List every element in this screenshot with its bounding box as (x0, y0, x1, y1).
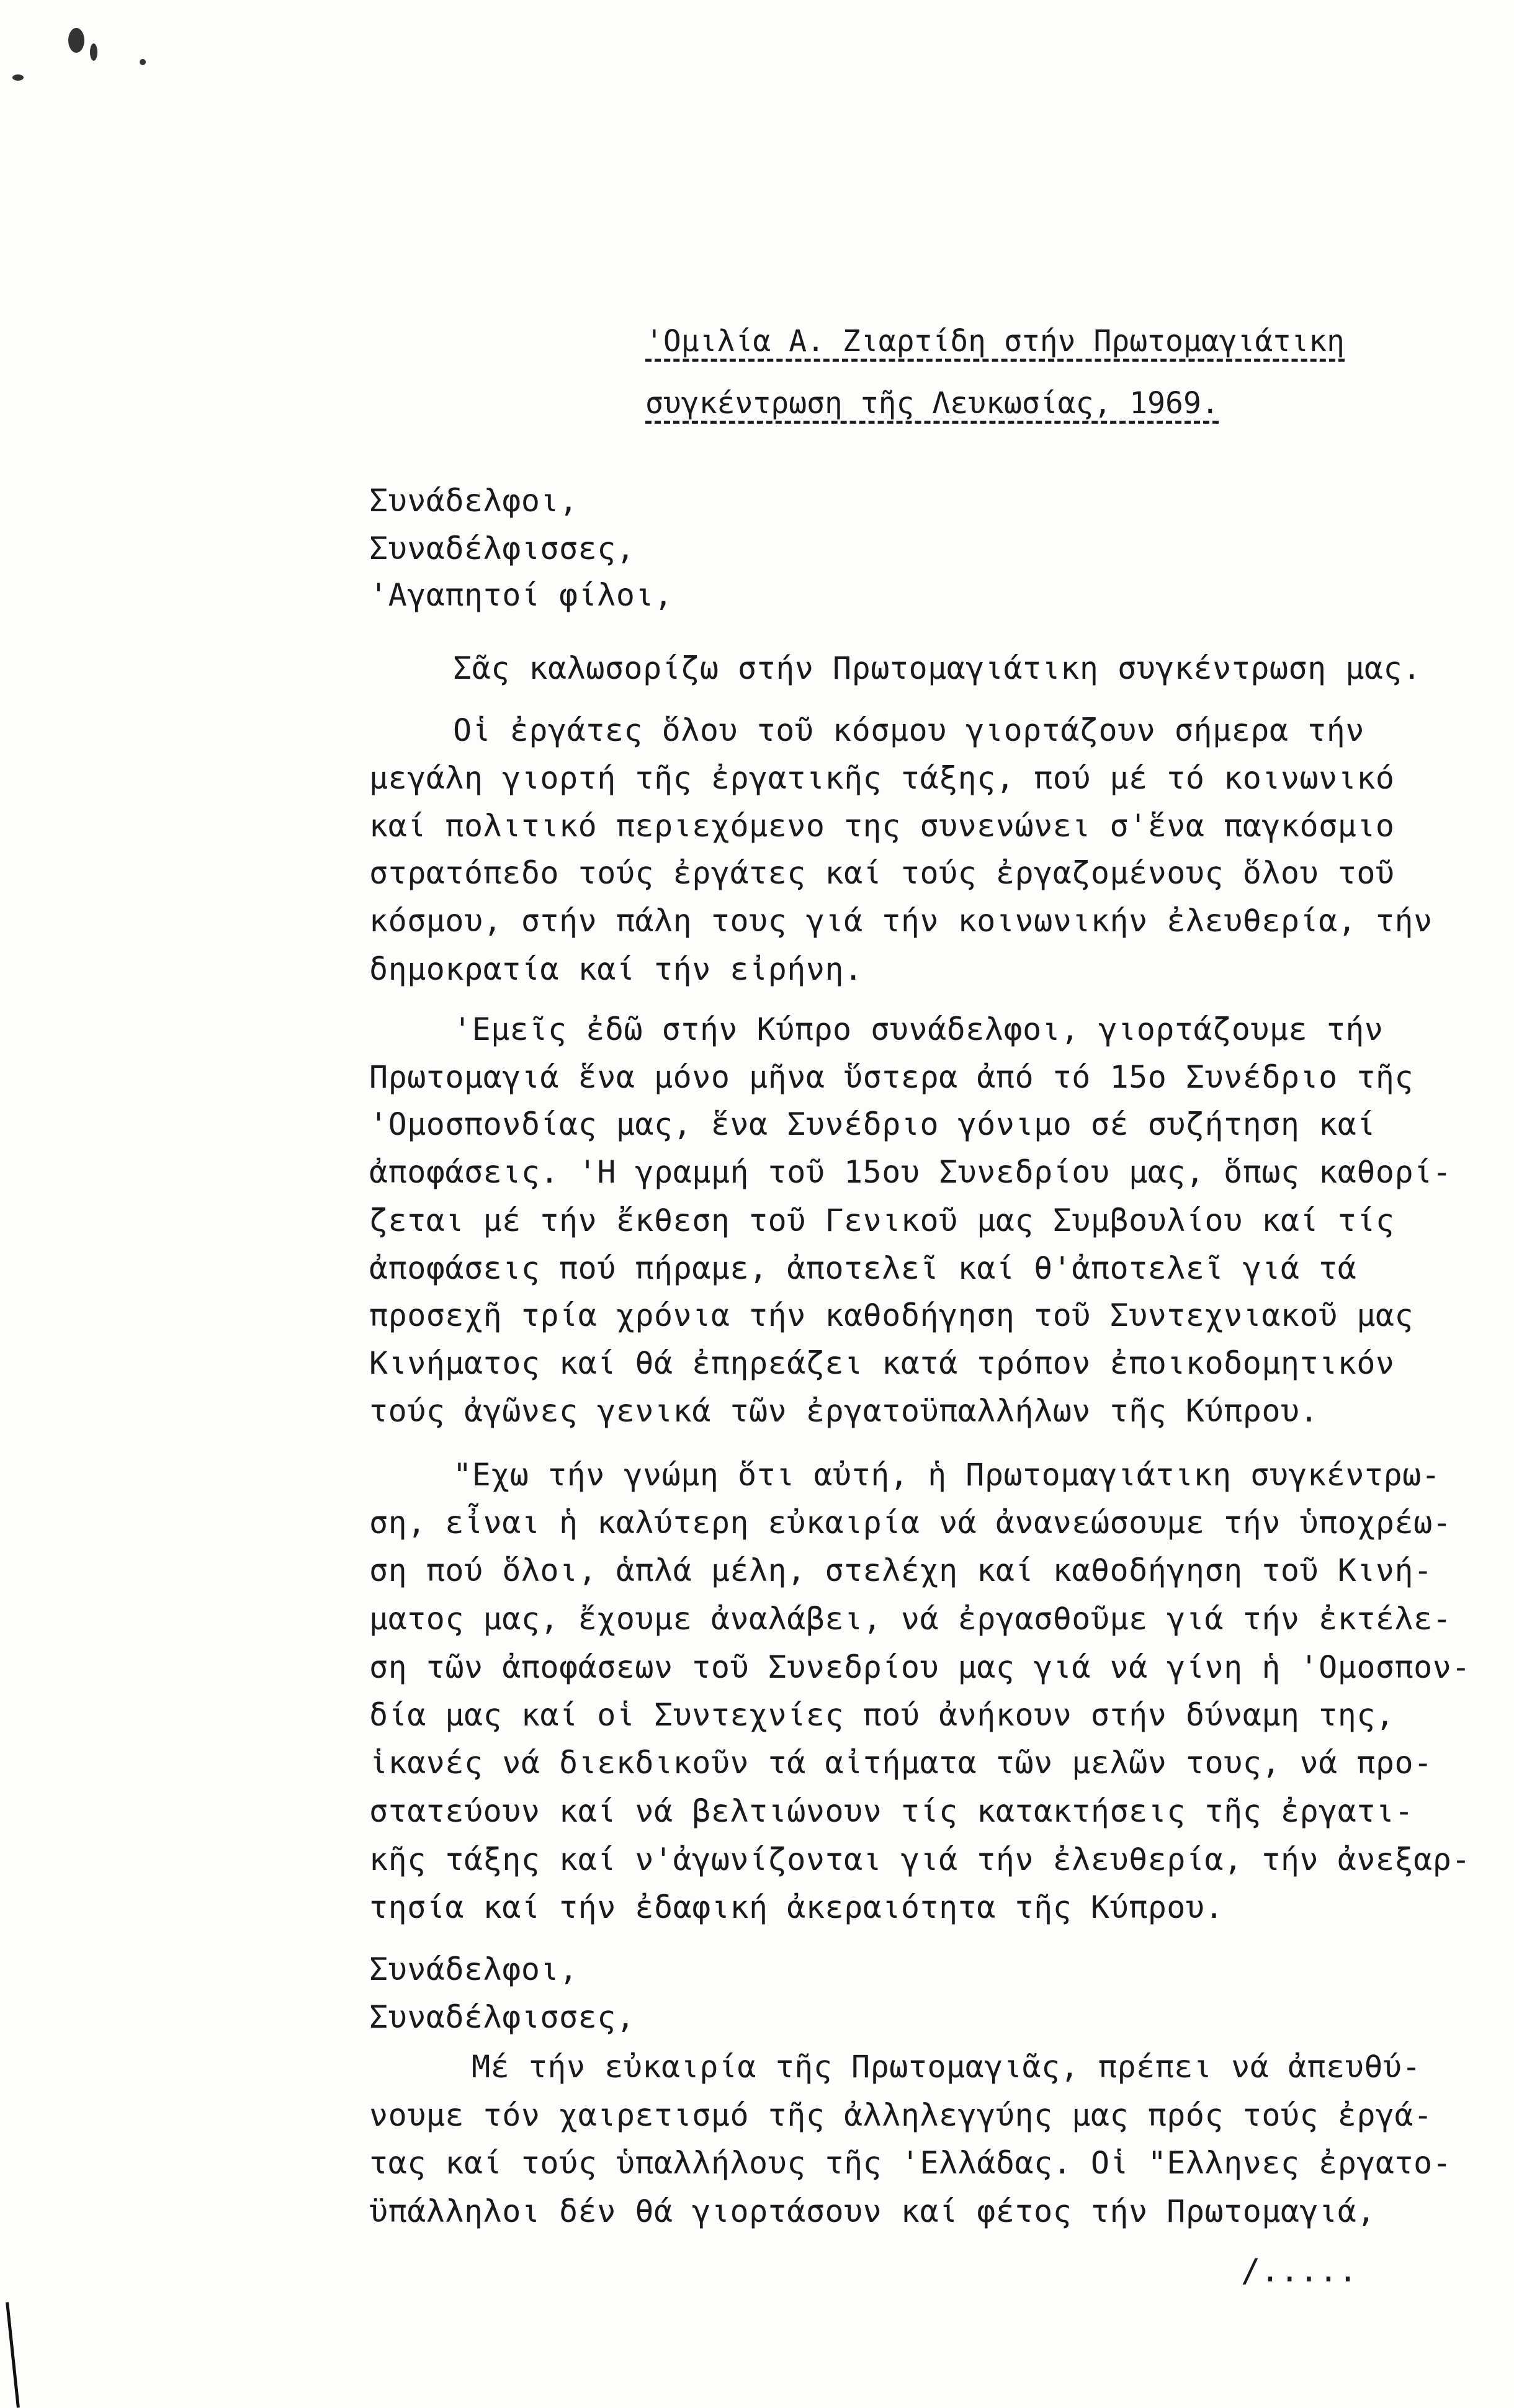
salutation-line: Συναδέλφισσες, (369, 1999, 635, 2035)
paragraph-line: ἀποφάσεις. 'Η γραμμή τοῦ 15ου Συνεδρίου μας, ὅπως καθορί- (369, 1154, 1452, 1190)
paragraph-line: 'Εμεῖς ἐδῶ στήν Κύπρο συνάδελφοι, γιορτάζουμε τήν (453, 1011, 1384, 1047)
paragraph-line: κόσμου, στήν πάλη τους γιά τήν κοινωνικήν ἐλευθερία, τήν (369, 903, 1433, 939)
paragraph-line: τούς ἀγῶνες γενικά τῶν ἐργατοϋπαλλήλων τῆς Κύπρου. (369, 1393, 1319, 1429)
paragraph-line: 'Ομοσπονδίας μας, ἕνα Συνέδριο γόνιμο σέ συζήτηση καί (369, 1106, 1376, 1142)
salutation-line: Συνάδελφοι, (369, 483, 578, 519)
paragraph-line: στρατόπεδο τούς ἐργάτες καί τούς ἐργαζομένους ὅλου τοῦ (369, 855, 1395, 891)
scan-edge (6, 2302, 20, 2408)
continuation-mark: /..... (1241, 2252, 1358, 2289)
title-line-2: συγκέντρωση τῆς Λευκωσίας, 1969. (645, 386, 1219, 421)
paragraph-line: ση πού ὅλοι, ἁπλά μέλη, στελέχη καί καθοδήγηση τοῦ Κινή- (369, 1552, 1433, 1588)
paragraph-line: κῆς τάξης καί ν'ἀγωνίζονται γιά τήν ἐλευθερία, τήν ἀνεξαρ- (369, 1842, 1471, 1878)
salutation-line: Συναδέλφισσες, (369, 530, 635, 566)
title-line-1: 'Ομιλία Α. Ζιαρτίδη στήν Πρωτομαγιάτικη (645, 324, 1345, 359)
paragraph-line: ση, εἶναι ἡ καλύτερη εὐκαιρία νά ἀνανεώσουμε τήν ὑποχρέω- (369, 1505, 1452, 1541)
paragraph-line: ϋπάλληλοι δέν θά γιορτάσουν καί φέτος τήν Πρωτομαγιά, (369, 2193, 1376, 2229)
paragraph-line: Μέ τήν εὐκαιρία τῆς Πρωτομαγιᾶς, πρέπει νά ἀπευθύ- (472, 2049, 1422, 2085)
paragraph-line: στατεύουν καί νά βελτιώνουν τίς κατακτήσεις τῆς ἐργατι- (369, 1793, 1414, 1829)
ink-speck (140, 59, 146, 65)
paragraph-line: "Εχω τήν γνώμη ὅτι αὐτή, ἡ Πρωτομαγιάτικη συγκέντρω- (453, 1457, 1441, 1493)
paragraph-line: ση τῶν ἀποφάσεων τοῦ Συνεδρίου μας γιά νά γίνη ἡ 'Ομοσπον- (369, 1649, 1471, 1685)
paragraph-line: Κινήματος καί θά ἐπηρεάζει κατά τρόπον ἐποικοδομητικόν (369, 1345, 1395, 1381)
paragraph-line: Πρωτομαγιά ἕνα μόνο μῆνα ὕστερα ἀπό τό 15ο Συνέδριο τῆς (369, 1059, 1414, 1095)
ink-speck (12, 74, 24, 81)
paragraph-line: ἱκανές νά διεκδικοῦν τά αἰτήματα τῶν μελῶν τους, νά προ- (369, 1745, 1433, 1781)
paragraph-line: ἀποφάσεις πού πήραμε, ἀποτελεῖ καί θ'ἀποτελεῖ γιά τά (369, 1250, 1357, 1286)
paragraph-line: Οἱ ἐργάτες ὅλου τοῦ κόσμου γιορτάζουν σήμερα τήν (453, 712, 1364, 748)
paragraph-line: καί πολιτικό περιεχόμενο της συνενώνει σ'ἕνα παγκόσμιο (369, 808, 1395, 844)
paragraph-line: ζεται μέ τήν ἔκθεση τοῦ Γενικοῦ μας Συμβουλίου καί τίς (369, 1202, 1395, 1238)
paragraph-line: δημοκρατία καί τήν εἰρήνη. (369, 951, 863, 987)
paragraph-line: προσεχῆ τρία χρόνια τήν καθοδήγηση τοῦ Συντεχνιακοῦ μας (369, 1297, 1414, 1333)
salutation-line: Συνάδελφοι, (369, 1951, 578, 1987)
paragraph-line: τησία καί τήν ἐδαφική ἀκεραιότητα τῆς Κύπρου. (369, 1889, 1224, 1925)
paragraph-line: τας καί τούς ὑπαλλήλους τῆς 'Ελλάδας. Οἱ "Ελληνες ἐργατο- (369, 2145, 1452, 2181)
document-title (645, 310, 1345, 434)
paragraph-line: δία μας καί οἱ Συντεχνίες πού ἀνήκουν στήν δύναμη της, (369, 1697, 1395, 1733)
paragraph-line: ματος μας, ἔχουμε ἀναλάβει, νά ἐργασθοῦμε γιά τήν ἐκτέλε- (369, 1601, 1452, 1637)
ink-speck (68, 28, 84, 53)
ink-speck (90, 43, 97, 61)
paragraph-line: μεγάλη γιορτή τῆς ἐργατικῆς τάξης, πού μέ τό κοινωνικό (369, 760, 1395, 796)
paragraph-line: νουμε τόν χαιρετισμό τῆς ἀλληλεγγύης μας πρός τούς ἐργά- (369, 2097, 1433, 2133)
salutation-line: 'Αγαπητοί φίλοι, (369, 577, 673, 613)
paragraph-line: Σᾶς καλωσορίζω στήν Πρωτομαγιάτικη συγκέντρωση μας. (453, 650, 1422, 686)
